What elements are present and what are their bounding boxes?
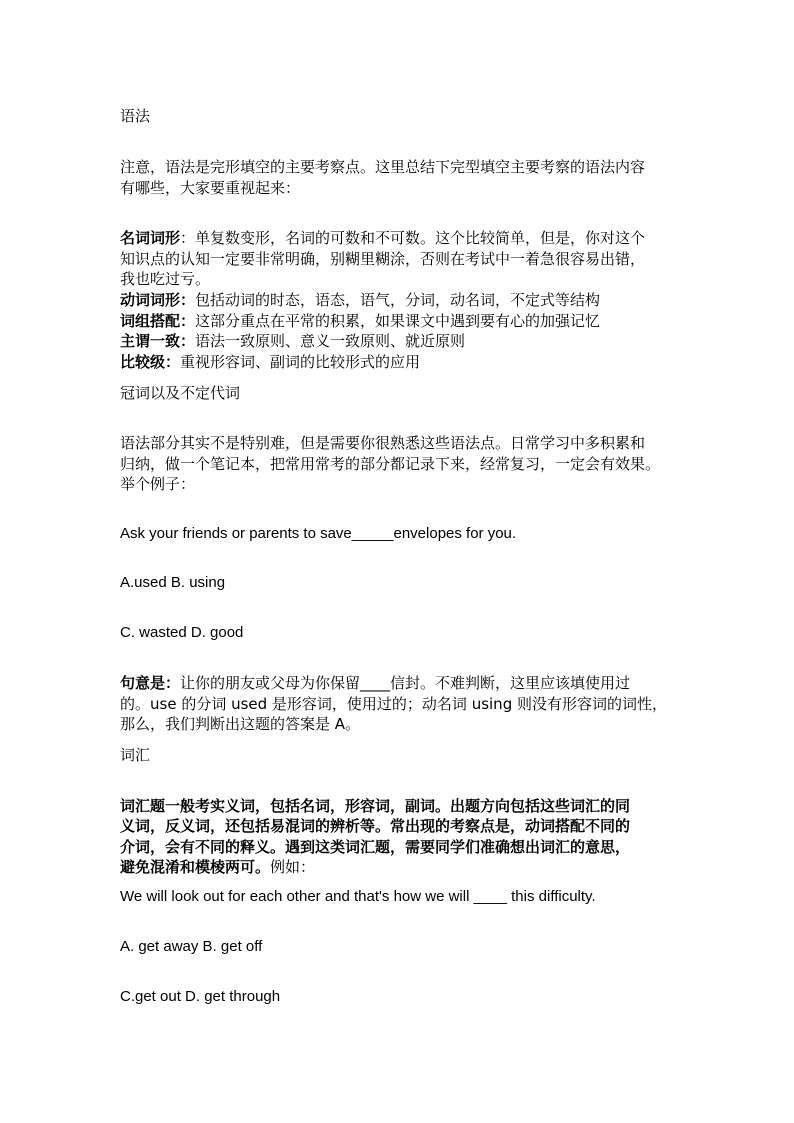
example2-options-cd: C.get out D. get through xyxy=(120,988,281,1005)
comparison-text: 重视形容词、副词的比较形式的应用 xyxy=(180,353,421,371)
vocab-line-3: 介词，会有不同的释义。遇到这类词汇题，需要同学们准确想出词汇的意思， xyxy=(120,838,631,856)
advice-line-1: 语法部分其实不是特别难，但是需要你很熟悉这些语法点。日常学习中多积累和 xyxy=(120,434,646,452)
heading-grammar: 语法 xyxy=(120,107,151,125)
example2-options-ab: A. get away B. get off xyxy=(120,938,263,955)
advice-line-2: 归纳，做一个笔记本，把常用常考的部分都记录下来，经常复习，一定会有效果。 xyxy=(120,455,661,473)
noun-label: 名词词形 xyxy=(120,229,181,247)
vocab-line-2: 义词，反义词，还包括易混词的辨析等。常出现的考察点是，动词搭配不同的 xyxy=(120,817,631,835)
agreement-text: 语法一致原则、意义一致原则、就近原则 xyxy=(195,332,466,350)
heading-vocab: 词汇 xyxy=(120,746,151,764)
vocab-tail: 例如： xyxy=(270,858,316,876)
heading-articles: 冠词以及不定代词 xyxy=(120,384,241,402)
explanation-text-1: 让你的朋友或父母为你保留____信封。不难判断，这里应该填使用过 xyxy=(180,674,631,692)
noun-text-1: ：单复数变形，名词的可数和不可数。这个比较简单，但是，你对这个 xyxy=(180,229,646,247)
intro-line-2: 有哪些，大家要重视起来： xyxy=(120,179,301,197)
agreement-item xyxy=(120,331,465,351)
verb-label: 动词词形： xyxy=(120,291,196,309)
noun-item xyxy=(120,228,645,248)
comparison-item xyxy=(120,352,420,372)
verb-item xyxy=(120,290,600,310)
agreement-label: 主谓一致： xyxy=(120,332,196,350)
comparison-label: 比较级： xyxy=(120,353,181,371)
example1-options-ab: A.used B. using xyxy=(120,574,226,591)
advice-line-3: 举个例子： xyxy=(120,475,196,493)
verb-text: 包括动词的时态，语态，语气，分词，动名词，不定式等结构 xyxy=(195,291,601,309)
vocab-line-4 xyxy=(120,857,315,877)
phrase-item xyxy=(120,311,600,331)
phrase-label: 词组搭配： xyxy=(120,312,196,330)
noun-text-2: 知识点的认知一定要非常明确，别糊里糊涂，否则在考试中一着急很容易出错， xyxy=(120,250,646,268)
phrase-text: 这部分重点在平常的积累，如果课文中遇到要有心的加强记忆 xyxy=(195,312,601,330)
explanation-line-2: 的。use 的分词 used 是形容词，使用过的；动名词 using 则没有形容词的词性， xyxy=(120,695,667,713)
explanation-label: 句意是： xyxy=(120,674,181,692)
vocab-line-4-bold: 避免混淆和模棱两可。 xyxy=(120,858,271,876)
noun-text-3: 我也吃过亏。 xyxy=(120,270,211,288)
explanation-line-3: 那么，我们判断出这题的答案是 A。 xyxy=(120,715,361,733)
example2-question: We will look out for each other and that's how we will ____ this difficulty. xyxy=(120,888,596,905)
explanation-line-1 xyxy=(120,673,630,693)
example1-question: Ask your friends or parents to save_____envelopes for you. xyxy=(120,525,517,542)
vocab-line-1: 词汇题一般考实义词，包括名词，形容词，副词。出题方向包括这些词汇的同 xyxy=(120,797,631,815)
intro-line-1: 注意，语法是完形填空的主要考察点。这里总结下完型填空主要考察的语法内容 xyxy=(120,158,646,176)
example1-options-cd: C. wasted D. good xyxy=(120,624,244,641)
